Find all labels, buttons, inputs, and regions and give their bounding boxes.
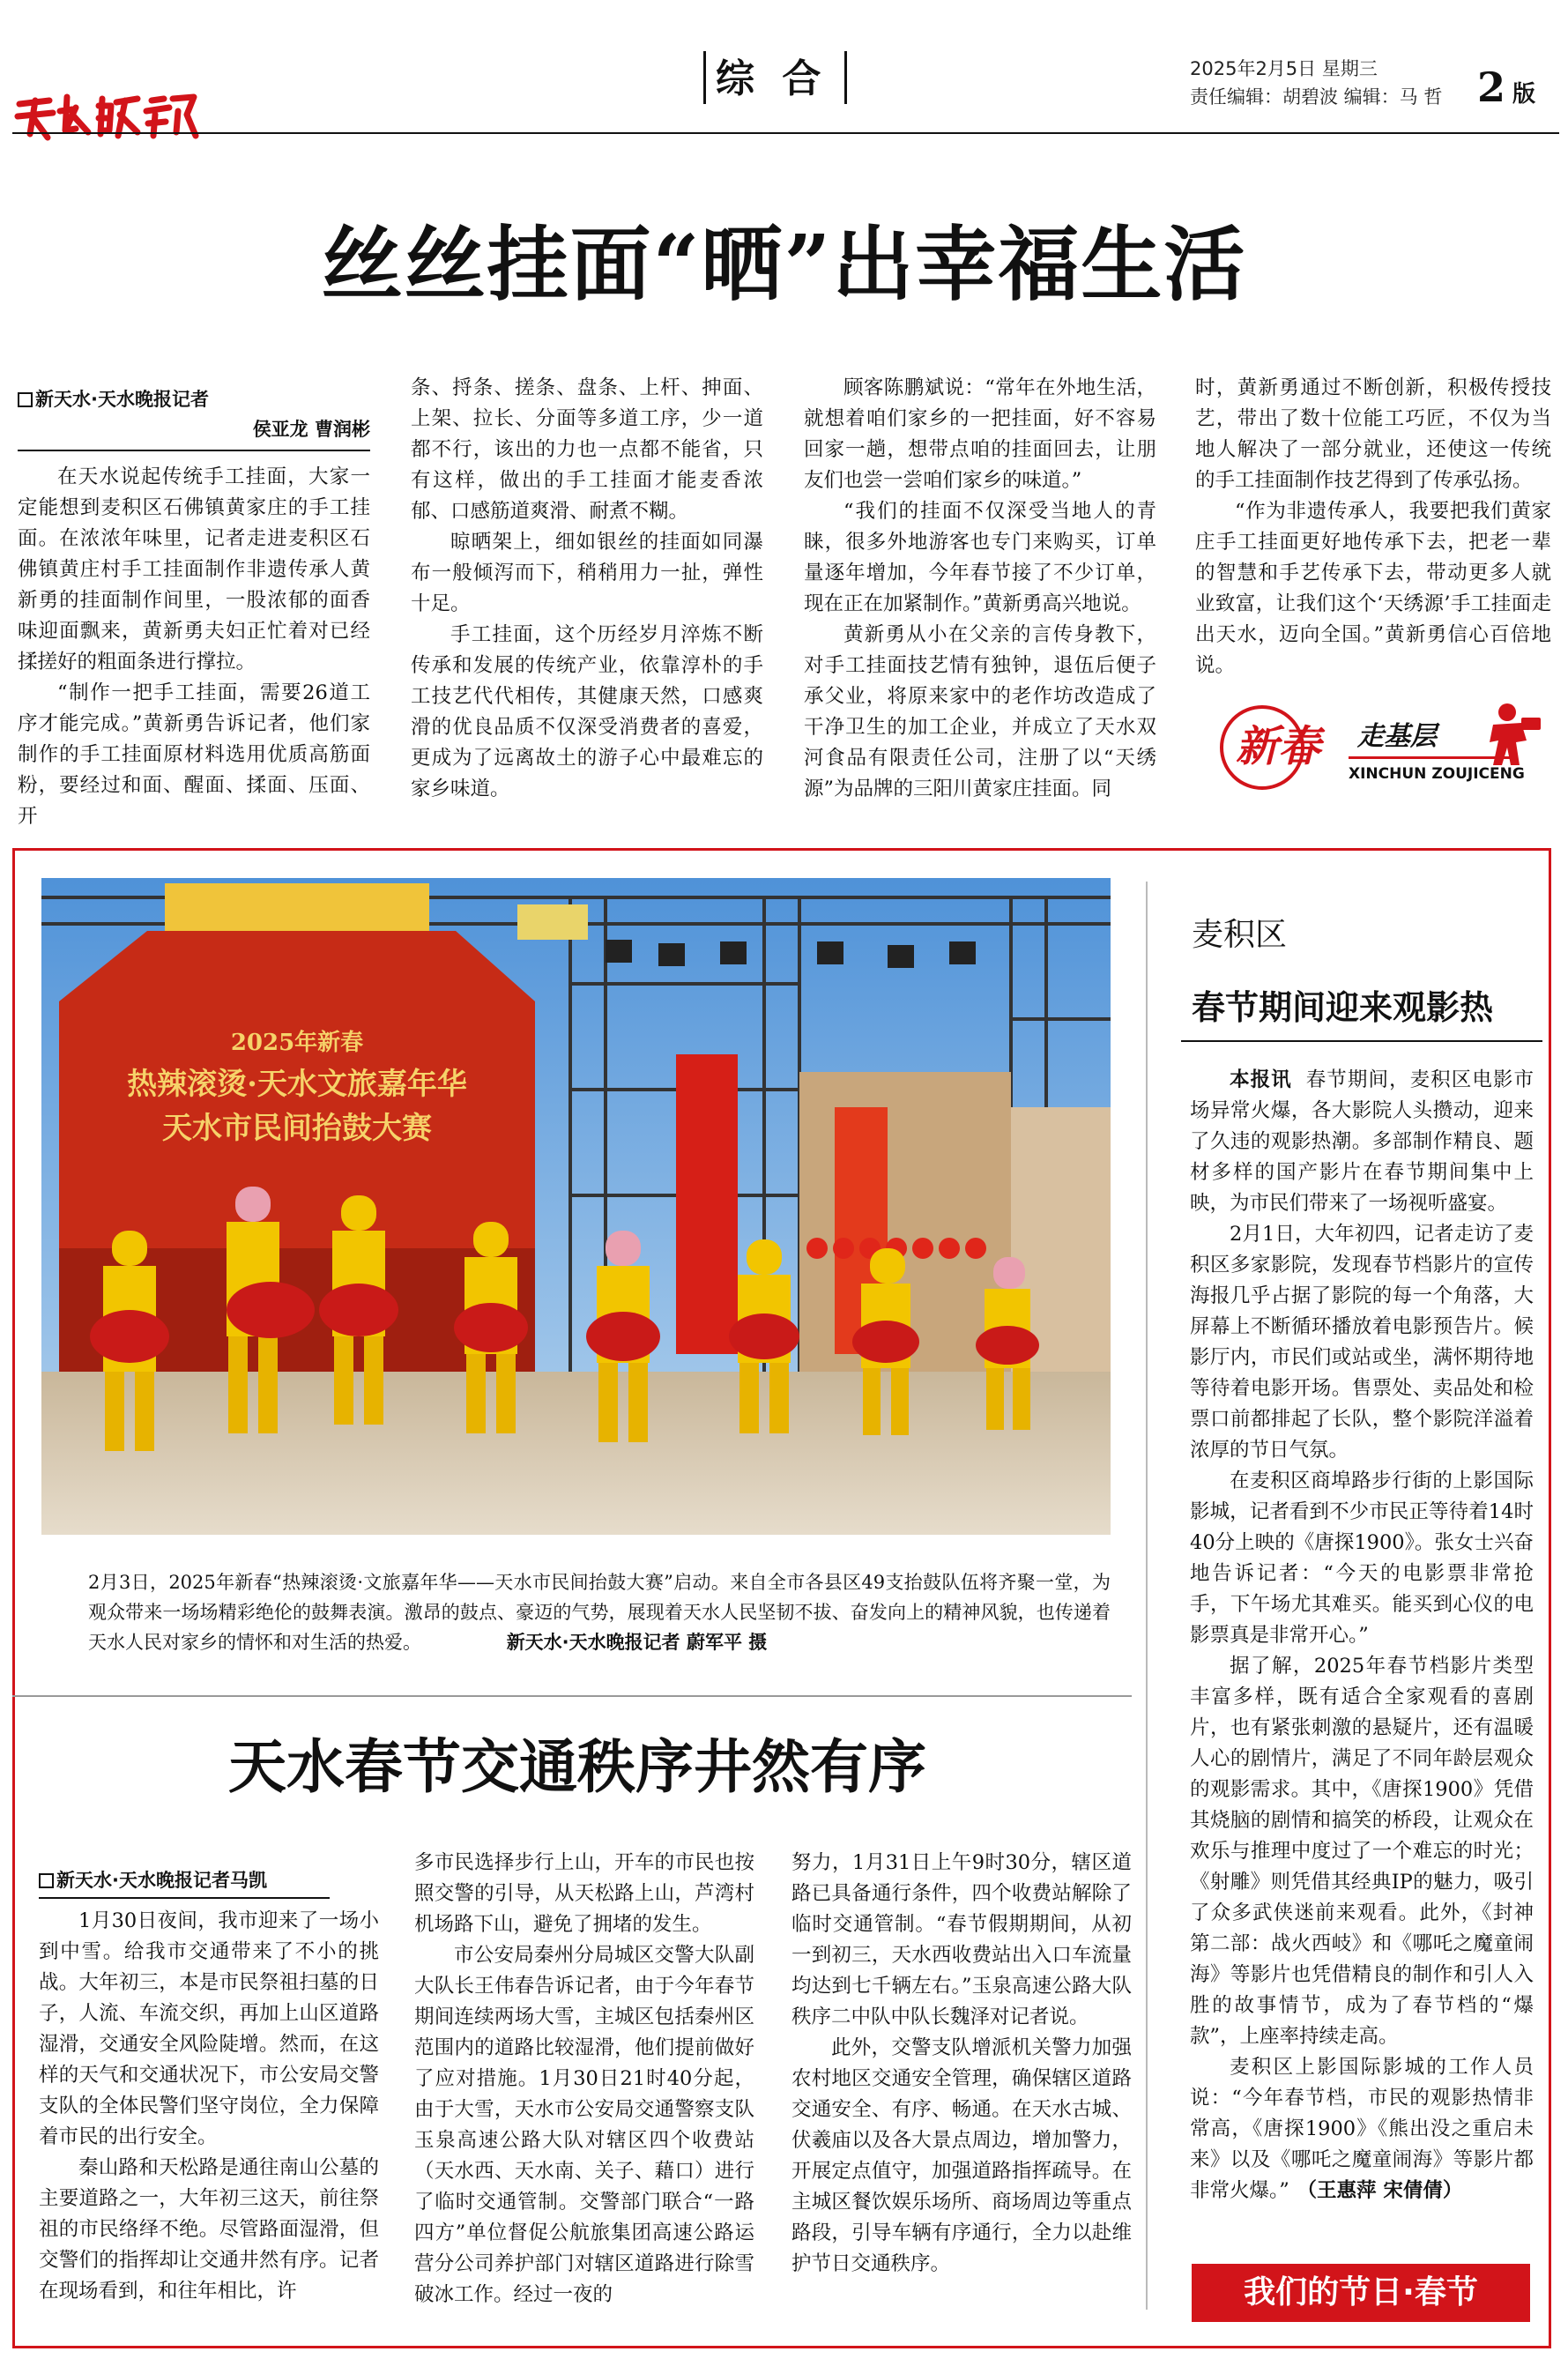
article1-col2-p1: 条、捋条、搓条、盘条、上杆、抻面、上架、拉长、分面等多道工序，少一道都不行，该出的力也一点都不能省，只有这样，做出的手工挂面才能麦香浓郁、口感筋道爽滑、耐煮不糊。 <box>411 376 763 523</box>
article2-headline: 天水春节交通秩序井然有序 <box>228 1732 926 1801</box>
editors-line: 责任编辑：胡碧波 编辑：马 哲 <box>1190 86 1443 108</box>
article1-col3-p3: 黄新勇从小在父亲的言传身教下，对手工挂面技艺情有独钟，退伍后便子承父业，将原来家中的老作坊改造成了干净卫生的加工企业，并成立了天水双河食品有限责任公司，注册了以“天绣源”为品牌的三阳川黄家庄挂面。同 <box>804 623 1156 800</box>
article1-byline-org-text: 新天水·天水晚报记者 <box>35 389 209 410</box>
article2-byline-text: 新天水·天水晚报记者马凯 <box>56 1870 267 1891</box>
article2-col2-p2: 市公安局秦州分局城区交警大队副大队长王伟春告诉记者，由于今年春节期间连续两场大雪，主城区包括秦州区范围内的道路比较湿滑，他们提前做好了应对措施。1月30日21时40分起，由于大雪，天水市公安局交通警察支队玉泉高速公路大队对辖区四个收费站（天水西、天水南、关子、藉口）进行了临时交通管制。交警部门联合“一路四方”单位督促公航旅集团高速公路运营分公司养护部门对辖区道路进行除雪破冰工作。经过一夜的 <box>414 1944 754 2306</box>
article2-col3-p1: 努力，1月31日上午9时30分，辖区道路已具备通行条件，四个收费站解除了临时交通管制。“春节假期期间，从初一到初三，天水西收费站出入口车流量均达到七千辆左右。”玉泉高速公路大队秩序二中队中队长魏泽对记者说。 <box>791 1851 1132 2028</box>
article2-col3 <box>791 1848 1132 2280</box>
newspaper-logo <box>14 88 199 150</box>
article1-col1-p2: “制作一把手工挂面，需要26道工序才能完成。”黄新勇告诉记者，他们家制作的手工挂面原材料选用优质高筋面粉，要经过和面、醒面、揉面、压面、开 <box>18 681 370 828</box>
section-title: 综 合 <box>716 56 829 101</box>
article1-col1-p1: 在天水说起传统手工挂面，大家一定能想到麦积区石佛镇黄家庄的手工挂面。在浓浓年味里，记者走进麦积区石佛镇黄庄村手工挂面制作非遗传承人黄新勇的挂面制作间里，一股浓郁的面香味迎面飘来，黄新勇夫妇正忙着对已经揉搓好的粗面条进行撑拉。 <box>18 465 370 673</box>
article2-byline <box>39 1867 379 1894</box>
article1-headline: 丝丝挂面“晒”出幸福生活 <box>321 217 1247 312</box>
badge-sub: 走基层 <box>1357 721 1437 752</box>
article3-p4: 据了解，2025年春节档影片类型丰富多样，既有适合全家观看的喜剧片，也有紧张刺激的悬疑片，还有温暖人心的剧情片，满足了不同年龄层观众的观影需求。其中，《唐探1900》凭借其烧脑的剧情和搞笑的桥段，让观众在欢乐与推理中度过了一个难忘的时光；《射雕》则凭借其经典IP的魅力，吸引了众多武侠迷前来观看。此外，《封神第二部：战火西岐》和《哪吒之魔童闹海》等影片也凭借精良的制作和引人入胜的故事情节，成为了春节档的“爆款”，上座率持续走高。 <box>1190 1655 1534 2048</box>
article3-lead-tag: 本报讯 <box>1230 1068 1292 1091</box>
right-column-rule <box>1146 882 1148 2310</box>
article1-col4-p1: 时，黄新勇通过不断创新，积极传授技艺，带出了数十位能工巧匠，不仅为当地人解决了一部分就业，还使这一传统的手工挂面制作技艺得到了传承弘扬。 <box>1195 376 1551 492</box>
festival-banner-text: 我们的节日·春节 <box>1244 2274 1478 2311</box>
section-left-rule <box>703 51 706 104</box>
badge-pinyin: XINCHUN ZOUJICENG <box>1349 765 1525 783</box>
banner-line-3: 天水市民间抬鼓大赛 <box>162 1111 432 1146</box>
article3-p5-text: 麦积区上影国际影城的工作人员说：“今年春节档，市民的观影热情非常高，《唐探1900》《熊出没之重启未来》以及《哪吒之魔童闹海》等影片都非常火爆。” <box>1190 2056 1534 2202</box>
page-number: 2 <box>1477 63 1506 111</box>
banner-line-1: 2025年新春 <box>230 1030 364 1056</box>
article2-col2-p1: 多市民选择步行上山，开车的市民也按照交警的引导，从天松路上山，芦湾村机场路下山，避免了拥堵的发生。 <box>414 1851 754 1936</box>
drum-parade-photo <box>41 878 1111 1535</box>
photo-caption <box>88 1567 1111 1657</box>
xinchun-badge <box>1216 702 1551 799</box>
banner-line-2: 热辣滚烫·天水文旅嘉年华 <box>127 1067 467 1102</box>
article1-col4 <box>1195 373 1551 681</box>
article2-col1-p2: 秦山路和天松路是通往南山公墓的主要道路之一，大年初三这天，前往祭祖的市民络绎不绝。尽管路面湿滑，但交警们的指挥却让交通井然有序。记者在现场看到，和往年相比，许 <box>39 2156 379 2303</box>
article1-col4-p2: “作为非遗传承人，我要把我们黄家庄手工挂面更好地传承下去，把老一辈的智慧和手艺传承下去，带动更多人就业致富，让我们这个‘天绣源’手工挂面走出天水，迈向全国。”黄新勇信心百倍地说。 <box>1195 500 1551 677</box>
page-unit: 版 <box>1512 81 1536 108</box>
article3-author: （王惠萍 宋倩倩） <box>1306 2179 1463 2202</box>
article1-col3-p2: “我们的挂面不仅深受当地人的青睐，很多外地游客也专门来购买，订单量逐年增加，今年春节接了不少订单，现在正在加紧制作。”黄新勇高兴地说。 <box>804 500 1156 615</box>
drum-parade-photo-art <box>41 878 1111 1535</box>
byline-rule <box>18 450 370 451</box>
article3-headline: 春节期间迎来观影热 <box>1192 988 1494 1027</box>
byline-box-icon <box>39 1873 54 1888</box>
article1-col3-p1: 顾客陈鹏斌说：“常年在外地生活，就想着咱们家乡的一把挂面，好不容易回家一趟，想带点咱的挂面回去，让朋友们也尝一尝咱们家乡的味道。” <box>804 376 1156 492</box>
article1-col1 <box>18 384 370 832</box>
photo-caption-text: 2月3日，2025年新春“热辣滚烫·文旅嘉年华——天水市民间抬鼓大赛”启动。来自全市各县区49支抬鼓队伍将齐聚一堂，为观众带来一场场精彩绝伦的鼓舞表演。激昂的鼓点、豪迈的气势，展现着天水人民坚韧不拔、奋发向上的精神风貌，也传递着天水人民对家乡的情怀和对生活的热爱。 <box>88 1572 1111 1653</box>
article2-col3-p2: 此外，交警支队增派机关警力加强农村地区交通安全管理，确保辖区道路交通安全、有序、畅通。在天水古城、伏羲庙以及各大景点周边，增加警力，开展定点值守，加强道路指挥疏导。在主城区餐饮娱乐场所、商场周边等重点路段，引导车辆有序通行，全力以赴维护节日交通秩序。 <box>791 2036 1132 2275</box>
date-line: 2025年2月5日 星期三 <box>1190 58 1378 79</box>
byline-rule <box>39 1897 330 1899</box>
article3-p3: 在麦积区商埠路步行街的上影国际影城，记者看到不少市民正等待着14时40分上映的《唐探1900》。张女士兴奋地告诉记者：“今天的电影票非常抢手，下午场尤其难买。能买到心仪的电影票真是非常开心。” <box>1190 1470 1534 1647</box>
article1-col3 <box>804 373 1156 805</box>
article2-col1-p1: 1月30日夜间，我市迎来了一场小到中雪。给我市交通带来了不小的挑战。大年初三，本是市民祭祖扫墓的日子，人流、车流交织，再加上山区道路湿滑，交通安全风险陡增。然而，在这样的天气和交通状况下，市公安局交警支队的全体民警们坚守岗位，全力保障着市民的出行安全。 <box>39 1909 379 2148</box>
article2-col2 <box>414 1848 754 2311</box>
article1-col2-p2: 晾晒架上，细如银丝的挂面如同瀑布一般倾泻而下，稍稍用力一扯，弹性十足。 <box>411 531 763 615</box>
photo-bottom-rule <box>12 1695 1132 1697</box>
article1-col2-p3: 手工挂面，这个历经岁月淬炼不断传承和发展的传统产业，依靠淳朴的手工技艺代代相传，其健康天然，口感爽滑的优良品质不仅深受消费者的喜爱，更成为了远离故土的游子心中最难忘的家乡味道。 <box>411 623 763 800</box>
article3-headline-rule <box>1181 1040 1542 1042</box>
badge-main: 新春 <box>1236 722 1321 771</box>
article1-byline-names: 侯亚龙 曹润彬 <box>252 419 370 440</box>
article3-p1 <box>1190 1065 1534 1219</box>
article2-col1 <box>39 1867 379 2307</box>
article3-body <box>1190 1065 1534 2206</box>
article3-kicker: 麦积区 <box>1192 917 1288 953</box>
photo-credit: 新天水·天水晚报记者 蔚军平 摄 <box>506 1632 768 1653</box>
reporter-silhouette-icon <box>1481 702 1544 767</box>
article1-byline-org <box>18 384 370 414</box>
section-right-rule <box>844 51 847 104</box>
article3-p5 <box>1190 2052 1534 2206</box>
article3-p2: 2月1日，大年初四，记者走访了麦积区多家影院，发现春节档影片的宣传海报几乎占据了影院的每一个角落，大屏幕上不断循环播放着电影预告片。候影厅内，市民们或站或坐，满怀期待地等待着电影开场。售票处、卖品处和检票口前都排起了长队，整个影院洋溢着浓厚的节日气氛。 <box>1190 1223 1534 1462</box>
newspaper-logo-art <box>14 88 199 150</box>
article3-p1-text: 春节期间，麦积区电影市场异常火爆，各大影院人头攒动，迎来了久违的观影热潮。多部制作精良、题材多样的国产影片在春节期间集中上映，为市民们带来了一场视听盛宴。 <box>1190 1068 1534 1215</box>
festival-banner <box>1192 2264 1530 2322</box>
masthead-rule <box>12 132 1559 134</box>
article1-col2 <box>411 373 763 805</box>
byline-box-icon <box>18 392 33 407</box>
